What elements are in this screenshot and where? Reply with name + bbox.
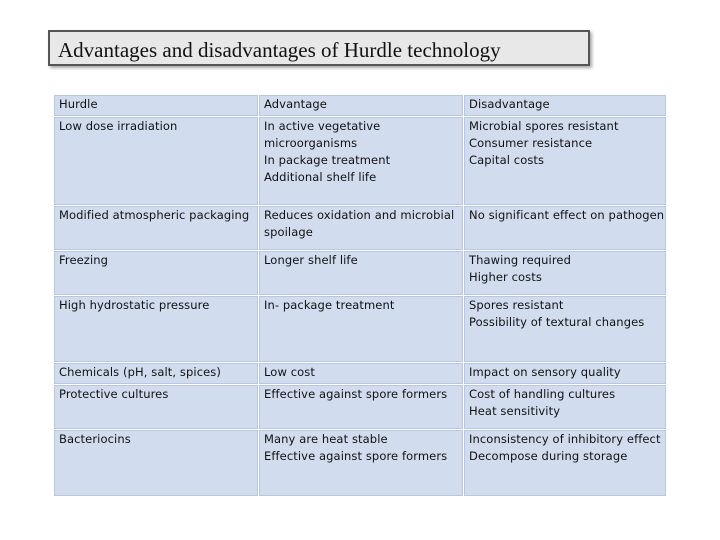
table-row [54, 430, 667, 497]
cell-hurdle [54, 117, 259, 206]
cell-hurdle [54, 296, 259, 363]
cell-text-line: microorganisms [264, 136, 358, 150]
cell-text-line: High hydrostatic pressure [59, 298, 210, 312]
cell-text-line: Higher costs [469, 270, 542, 284]
cell-text-line: Consumer resistance [469, 136, 593, 150]
slide-title: Advantages and disadvantages of Hurdle technology [58, 38, 501, 62]
table-row [54, 251, 667, 296]
cell-text-line: Low dose irradiation [59, 119, 178, 133]
header-cell-disadvantage: Disadvantage [464, 95, 667, 117]
cell-text-line: Reduces oxidation and microbial [264, 208, 455, 222]
table-header-row [54, 95, 667, 117]
cell-advantage [259, 430, 464, 497]
cell-text-line: Freezing [59, 253, 109, 267]
cell-text-line: Many are heat stable [264, 432, 388, 446]
cell-text-line: Spores resistant [469, 298, 564, 312]
table-row [54, 296, 667, 363]
cell-text-line: Impact on sensory quality [469, 365, 621, 379]
cell-text-line: Capital costs [469, 153, 545, 167]
cell-hurdle [54, 206, 259, 251]
cell-text-line: Heat sensitivity [469, 404, 561, 418]
cell-text-line: Bacteriocins [59, 432, 131, 446]
cell-text-line: Modified atmospheric packaging [59, 208, 250, 222]
cell-disadvantage [464, 430, 667, 497]
table-row [54, 117, 667, 206]
cell-hurdle [54, 385, 259, 430]
cell-disadvantage [464, 206, 667, 251]
table-row [54, 206, 667, 251]
cell-text-line: In package treatment [264, 153, 391, 167]
table-row [54, 363, 667, 385]
cell-advantage [259, 117, 464, 206]
cell-text-line: Longer shelf life [264, 253, 358, 267]
cell-text-line: No significant effect on pathogen [469, 208, 665, 222]
table-row [54, 385, 667, 430]
cell-text-line: Microbial spores resistant [469, 119, 619, 133]
cell-hurdle [54, 363, 259, 385]
cell-text-line: Low cost [264, 365, 315, 379]
cell-text-line: Decompose during storage [469, 449, 628, 463]
cell-text-line: Effective against spore formers [264, 387, 448, 401]
title-box [48, 30, 590, 66]
cell-hurdle [54, 251, 259, 296]
cell-text-line: spoilage [264, 225, 313, 239]
cell-advantage [259, 385, 464, 430]
cell-disadvantage [464, 251, 667, 296]
hurdle-table [53, 94, 667, 497]
cell-text-line: Effective against spore formers [264, 449, 448, 463]
cell-advantage [259, 363, 464, 385]
cell-disadvantage [464, 363, 667, 385]
cell-disadvantage [464, 296, 667, 363]
cell-text-line: Inconsistency of inhibitory effect [469, 432, 661, 446]
cell-text-line: In active vegetative [264, 119, 381, 133]
cell-text-line: Cost of handling cultures [469, 387, 616, 401]
header-cell-hurdle: Hurdle [54, 95, 259, 117]
header-cell-advantage: Advantage [259, 95, 464, 117]
cell-advantage [259, 251, 464, 296]
cell-hurdle [54, 430, 259, 497]
cell-text-line: Chemicals (pH, salt, spices) [59, 365, 221, 379]
cell-text-line: Protective cultures [59, 387, 169, 401]
cell-text-line: Additional shelf life [264, 170, 377, 184]
cell-advantage [259, 296, 464, 363]
cell-disadvantage [464, 117, 667, 206]
cell-text-line: Thawing required [469, 253, 571, 267]
cell-advantage [259, 206, 464, 251]
cell-text-line: In- package treatment [264, 298, 395, 312]
cell-disadvantage [464, 385, 667, 430]
cell-text-line: Possibility of textural changes [469, 315, 645, 329]
